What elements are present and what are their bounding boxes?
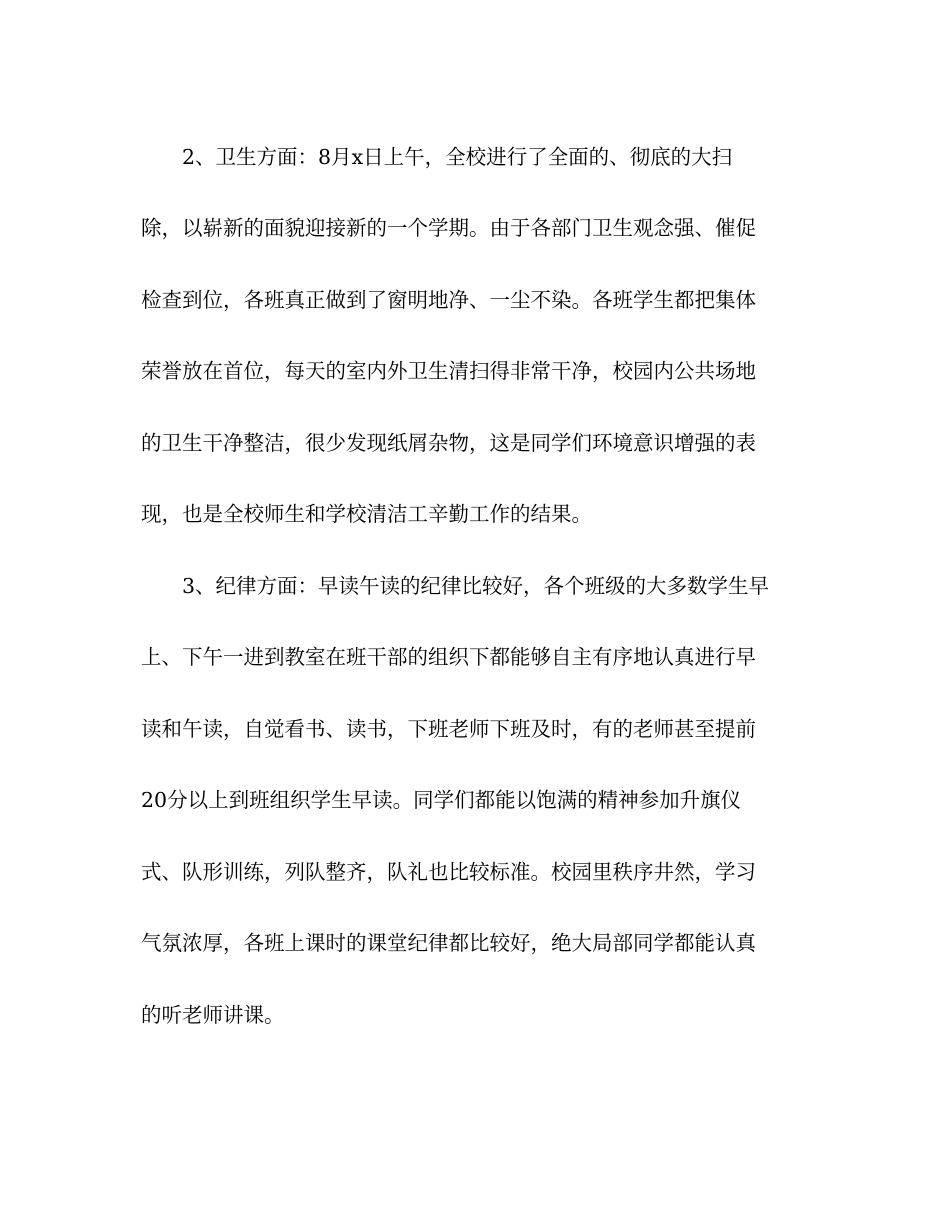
paragraph-discipline-line-5: 式、队形训练，列队整齐，队礼也比较标准。校园里秩序井然，学习 — [141, 860, 756, 884]
paragraph-discipline-line-2: 上、下午一进到教室在班干部的组织下都能够自主有序地认真进行早 — [141, 645, 756, 669]
paragraph-discipline-line-7: 的听老师讲课。 — [141, 1003, 285, 1027]
paragraph-discipline-line-3: 读和午读，自觉看书、读书，下班老师下班及时，有的老师甚至提前 — [141, 717, 756, 741]
paragraph-hygiene-line-1: 2、卫生方面：8月x日上午，全校进行了全面的、彻底的大扫 — [182, 145, 733, 169]
paragraph-hygiene-line-2: 除，以崭新的面貌迎接新的一个学期。由于各部门卫生观念强、催促 — [141, 216, 756, 240]
paragraph-hygiene-line-5: 的卫生干净整洁，很少发现纸屑杂物，这是同学们环境意识增强的表 — [141, 431, 756, 455]
paragraph-hygiene-line-4: 荣誉放在首位，每天的室内外卫生清扫得非常干净，校园内公共场地 — [141, 359, 756, 383]
paragraph-hygiene-line-6: 现，也是全校师生和学校清洁工辛勤工作的结果。 — [141, 502, 592, 526]
paragraph-discipline-line-4: 20分以上到班组织学生早读。同学们都能以饱满的精神参加升旗仪 — [141, 788, 742, 812]
paragraph-discipline-line-1: 3、纪律方面：早读午读的纪律比较好，各个班级的大多数学生早 — [182, 574, 770, 598]
paragraph-hygiene-line-3: 检查到位，各班真正做到了窗明地净、一尘不染。各班学生都把集体 — [141, 288, 756, 312]
paragraph-discipline-line-6: 气氛浓厚，各班上课时的课堂纪律都比较好，绝大局部同学都能认真 — [141, 931, 756, 955]
